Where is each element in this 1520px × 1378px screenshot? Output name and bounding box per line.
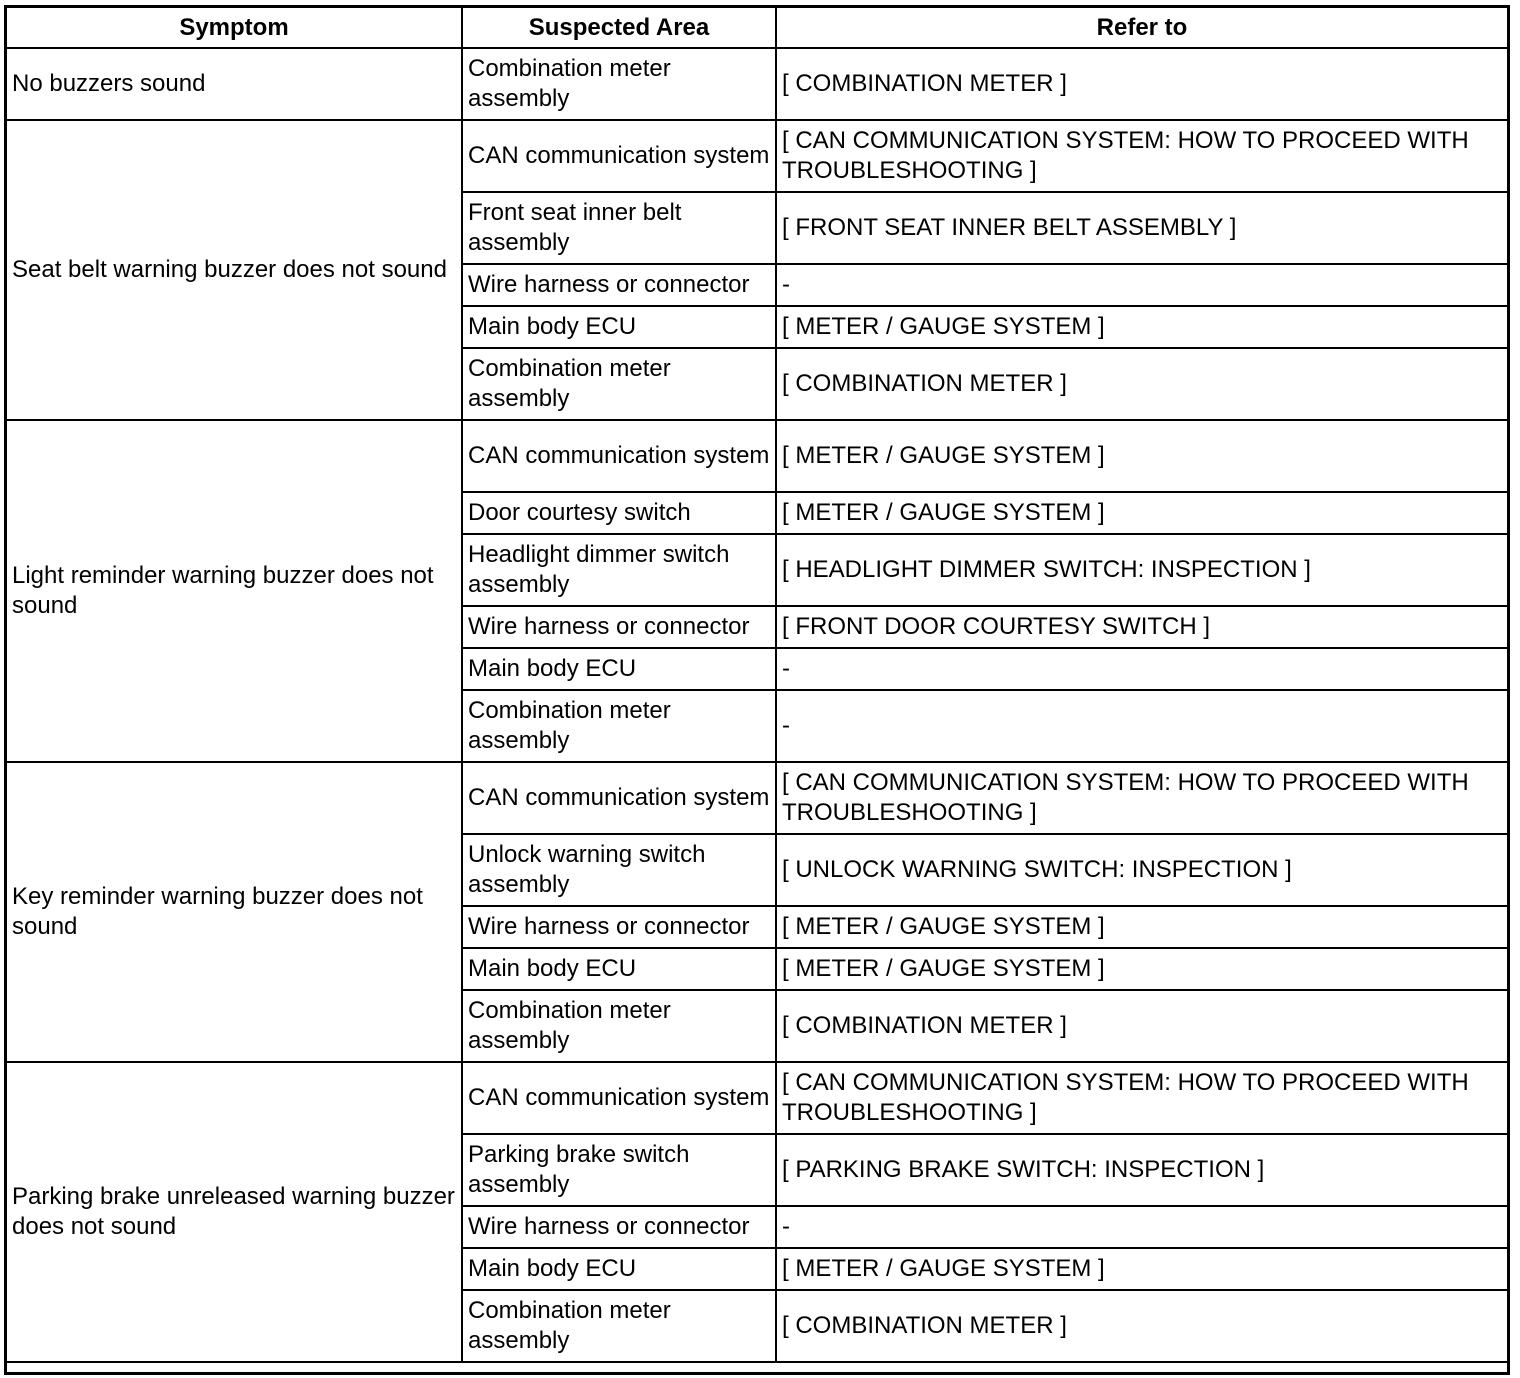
table-row — [6, 1062, 1508, 1134]
refer-to-link[interactable]: [ COMBINATION METER ] — [776, 48, 1508, 120]
suspected-area-cell: Front seat inner belt assembly — [462, 192, 776, 264]
symptom-cell: Seat belt warning buzzer does not sound — [6, 120, 462, 420]
symptom-cell: Parking brake unreleased warning buzzer does not sound — [6, 1062, 462, 1362]
suspected-area-cell: Combination meter assembly — [462, 990, 776, 1062]
refer-to-link[interactable]: [ CAN COMMUNICATION SYSTEM: HOW TO PROCEED WITH TROUBLESHOOTING ] — [776, 1062, 1508, 1134]
suspected-area-cell: Main body ECU — [462, 648, 776, 690]
refer-to-link[interactable]: [ METER / GAUGE SYSTEM ] — [776, 948, 1508, 990]
header-refer-to: Refer to — [776, 7, 1508, 48]
table-row — [6, 120, 1508, 192]
refer-to-link[interactable]: [ PARKING BRAKE SWITCH: INSPECTION ] — [776, 1134, 1508, 1206]
header-suspected-area: Suspected Area — [462, 7, 776, 48]
symptom-cell: No buzzers sound — [6, 48, 462, 120]
refer-to-link[interactable]: [ COMBINATION METER ] — [776, 1290, 1508, 1362]
header-row — [6, 7, 1508, 48]
suspected-area-cell: CAN communication system — [462, 762, 776, 834]
refer-to-link[interactable]: [ CAN COMMUNICATION SYSTEM: HOW TO PROCEED WITH TROUBLESHOOTING ] — [776, 120, 1508, 192]
suspected-area-cell: Wire harness or connector — [462, 906, 776, 948]
suspected-area-cell: Combination meter assembly — [462, 1290, 776, 1362]
refer-to-link[interactable]: [ FRONT DOOR COURTESY SWITCH ] — [776, 606, 1508, 648]
suspected-area-cell: Combination meter assembly — [462, 48, 776, 120]
refer-to-cell: - — [776, 1206, 1508, 1248]
refer-to-link[interactable]: [ METER / GAUGE SYSTEM ] — [776, 420, 1508, 492]
suspected-area-cell: Wire harness or connector — [462, 1206, 776, 1248]
suspected-area-cell: CAN communication system — [462, 420, 776, 492]
suspected-area-cell: Combination meter assembly — [462, 690, 776, 762]
refer-to-link[interactable]: [ FRONT SEAT INNER BELT ASSEMBLY ] — [776, 192, 1508, 264]
refer-to-link[interactable]: [ METER / GAUGE SYSTEM ] — [776, 1248, 1508, 1290]
table-row — [6, 420, 1508, 492]
refer-to-link[interactable]: [ METER / GAUGE SYSTEM ] — [776, 906, 1508, 948]
suspected-area-cell: Wire harness or connector — [462, 606, 776, 648]
symptom-table — [5, 6, 1509, 1363]
suspected-area-cell: Main body ECU — [462, 306, 776, 348]
refer-to-link[interactable]: [ COMBINATION METER ] — [776, 348, 1508, 420]
suspected-area-cell: Main body ECU — [462, 948, 776, 990]
suspected-area-cell: Parking brake switch assembly — [462, 1134, 776, 1206]
refer-to-cell: - — [776, 648, 1508, 690]
refer-to-link[interactable]: [ COMBINATION METER ] — [776, 990, 1508, 1062]
refer-to-link[interactable]: [ CAN COMMUNICATION SYSTEM: HOW TO PROCEED WITH TROUBLESHOOTING ] — [776, 762, 1508, 834]
suspected-area-cell: CAN communication system — [462, 1062, 776, 1134]
refer-to-link[interactable]: [ METER / GAUGE SYSTEM ] — [776, 306, 1508, 348]
refer-to-link[interactable]: [ UNLOCK WARNING SWITCH: INSPECTION ] — [776, 834, 1508, 906]
symptom-cell: Light reminder warning buzzer does not sound — [6, 420, 462, 762]
suspected-area-cell: Main body ECU — [462, 1248, 776, 1290]
suspected-area-cell: Combination meter assembly — [462, 348, 776, 420]
suspected-area-cell: Wire harness or connector — [462, 264, 776, 306]
suspected-area-cell: CAN communication system — [462, 120, 776, 192]
symptom-cell: Key reminder warning buzzer does not sound — [6, 762, 462, 1062]
suspected-area-cell: Door courtesy switch — [462, 492, 776, 534]
table-row — [6, 48, 1508, 120]
refer-to-link[interactable]: [ METER / GAUGE SYSTEM ] — [776, 492, 1508, 534]
suspected-area-cell: Unlock warning switch assembly — [462, 834, 776, 906]
refer-to-link[interactable]: [ HEADLIGHT DIMMER SWITCH: INSPECTION ] — [776, 534, 1508, 606]
header-symptom: Symptom — [6, 7, 462, 48]
table-row — [6, 762, 1508, 834]
refer-to-cell: - — [776, 264, 1508, 306]
suspected-area-cell: Headlight dimmer switch assembly — [462, 534, 776, 606]
refer-to-cell: - — [776, 690, 1508, 762]
